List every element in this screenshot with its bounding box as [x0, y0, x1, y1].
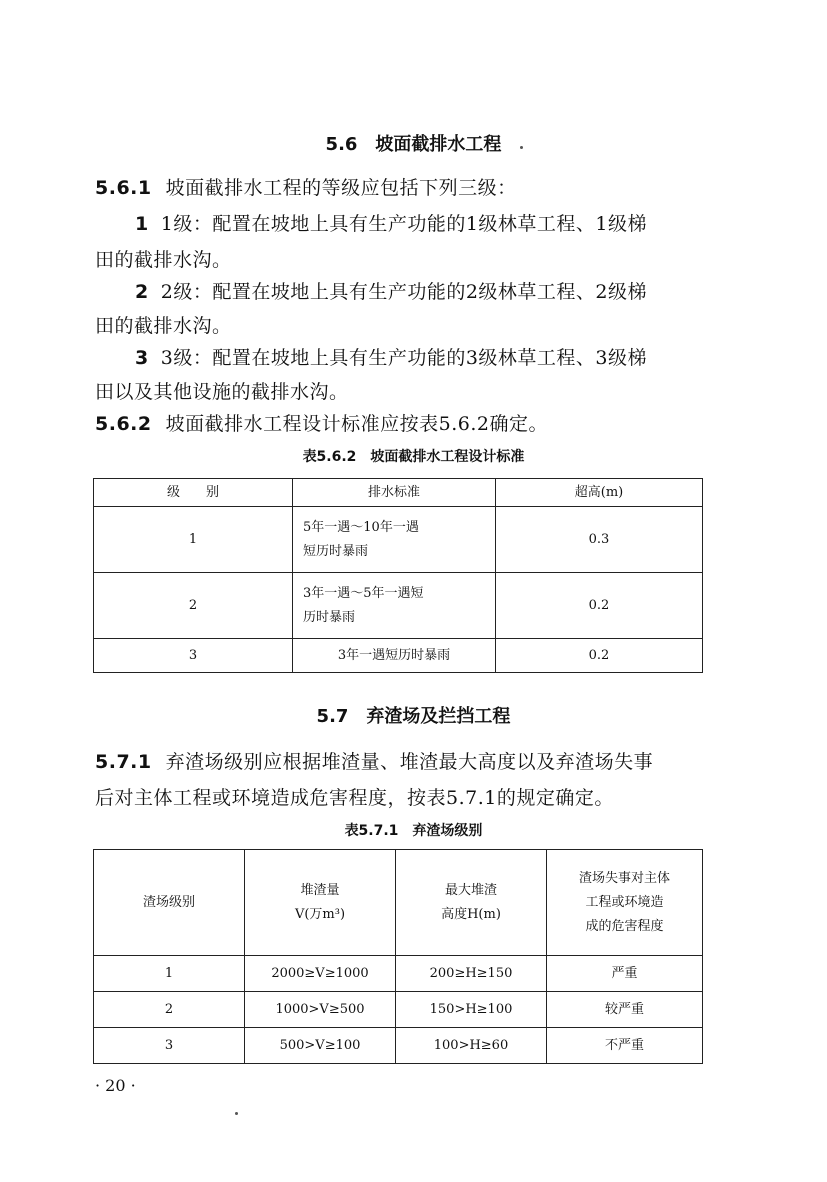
cell-standard: 3年一遇短历时暴雨: [293, 639, 496, 673]
clause-number: 5.7.1: [95, 751, 152, 773]
item-text: 3级：配置在坡地上具有生产功能的3级林草工程、3级梯: [160, 347, 648, 369]
item-2-line-1: [95, 274, 705, 310]
col-header-level: 级 别: [94, 479, 293, 507]
item-3-line-1: [95, 340, 705, 376]
cell-harm: 严重: [547, 956, 703, 992]
cell-volume: 500>V≥100: [245, 1028, 396, 1064]
cell-height: 150>H≥100: [396, 992, 547, 1028]
cell-standard-line-2: 短历时暴雨: [303, 543, 369, 559]
clause-text: 坡面截排水工程的等级应包括下列三级：: [165, 177, 517, 199]
table-row: [94, 992, 703, 1028]
scan-speck: [520, 146, 523, 149]
col-header-level: 渣场级别: [94, 850, 245, 956]
item-number: 1: [135, 213, 149, 235]
col-header-harm-line-3: 成的危害程度: [585, 918, 664, 934]
cell-level: 1: [94, 956, 245, 992]
page-number: · 20 ·: [95, 1076, 136, 1095]
cell-freeboard: 0.2: [496, 573, 703, 639]
cell-height: 200≥H≥150: [396, 956, 547, 992]
cell-freeboard: 0.2: [496, 639, 703, 673]
cell-harm: 不严重: [547, 1028, 703, 1064]
table-row: [94, 639, 703, 673]
col-header-height-line-2: 高度H(m): [441, 906, 501, 922]
cell-standard: [293, 573, 496, 639]
item-2-line-2: 田的截排水沟。: [95, 315, 232, 337]
col-header-harm-line-2: 工程或环境造: [585, 894, 664, 910]
table-row: [94, 507, 703, 573]
item-3-line-2: 田以及其他设施的截排水沟。: [95, 381, 349, 403]
col-header-height: [396, 850, 547, 956]
cell-volume: 2000≥V≥1000: [245, 956, 396, 992]
clause-text: 坡面截排水工程设计标准应按表5.6.2确定。: [165, 413, 548, 435]
clause-5-7-1-line-1: [95, 744, 705, 780]
cell-height: 100>H≥60: [396, 1028, 547, 1064]
clause-number: 5.6.1: [95, 177, 152, 199]
cell-freeboard: 0.3: [496, 507, 703, 573]
col-header-standard: 排水标准: [293, 479, 496, 507]
cell-standard-line-1: 5年一遇～10年一遇: [303, 519, 419, 535]
cell-standard-line-1: 3年一遇～5年一遇短: [303, 585, 424, 601]
col-header-volume-line-1: 堆渣量: [300, 882, 340, 898]
cell-level: 2: [94, 992, 245, 1028]
col-header-harm: [547, 850, 703, 956]
item-number: 3: [135, 347, 149, 369]
cell-level: 2: [94, 573, 293, 639]
section-5-7-heading: 5.7 弃渣场及拦挡工程: [316, 706, 511, 727]
item-text: 1级：配置在坡地上具有生产功能的1级林草工程、1级梯: [160, 213, 648, 235]
clause-number: 5.6.2: [95, 413, 152, 435]
table-header-row: [94, 850, 703, 956]
section-5-6-heading: 5.6 坡面截排水工程: [325, 134, 502, 155]
col-header-volume-line-2: V(万m³): [294, 906, 346, 922]
col-header-volume: [245, 850, 396, 956]
col-header-harm-line-1: 渣场失事对主体: [578, 870, 670, 886]
clause-5-6-1: [95, 170, 705, 206]
cell-standard-line-2: 历时暴雨: [303, 609, 356, 625]
cell-volume: 1000>V≥500: [245, 992, 396, 1028]
table-header-row: [94, 479, 703, 507]
col-header-height-line-1: 最大堆渣: [444, 882, 497, 898]
clause-5-7-1-line-2: 后对主体工程或环境造成危害程度，按表5.7.1的规定确定。: [95, 787, 614, 809]
table-5-7-1: [93, 849, 703, 1064]
table-5-6-2: [93, 478, 703, 673]
item-1-line-2: 田的截排水沟。: [95, 249, 232, 271]
col-header-freeboard: 超高(m): [496, 479, 703, 507]
item-text: 2级：配置在坡地上具有生产功能的2级林草工程、2级梯: [160, 281, 648, 303]
table-5-6-2-caption: 表5.6.2 坡面截排水工程设计标准: [302, 449, 525, 465]
cell-standard: [293, 507, 496, 573]
table-row: [94, 573, 703, 639]
cell-level: 1: [94, 507, 293, 573]
table-row: [94, 956, 703, 992]
cell-level: 3: [94, 639, 293, 673]
item-1-line-1: [95, 206, 705, 242]
clause-text: 弃渣场级别应根据堆渣量、堆渣最大高度以及弃渣场失事: [165, 751, 654, 773]
item-number: 2: [135, 281, 149, 303]
clause-5-6-2: [95, 406, 705, 442]
cell-level: 3: [94, 1028, 245, 1064]
table-row: [94, 1028, 703, 1064]
cell-harm: 较严重: [547, 992, 703, 1028]
table-5-7-1-caption: 表5.7.1 弃渣场级别: [344, 823, 483, 839]
scan-speck: [235, 1112, 238, 1115]
